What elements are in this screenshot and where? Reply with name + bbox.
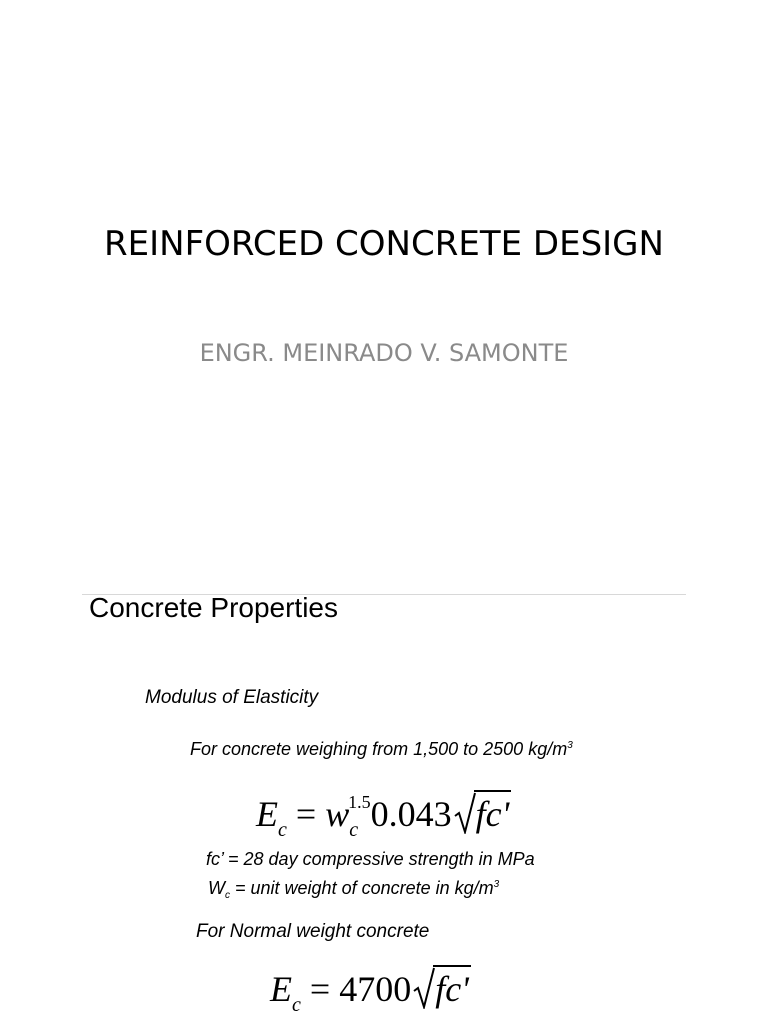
wc-text: = unit weight of concrete in kg/m: [230, 878, 494, 898]
weight-range-text: [190, 734, 573, 761]
formula1-radicand: fc': [474, 790, 512, 836]
formula1-coefficient: 0.043: [370, 794, 452, 834]
wc-letter: W: [208, 878, 225, 898]
modulus-formula-general: [256, 780, 511, 852]
weight-range-label: For concrete weighing from 1,500 to 2500 kg/m: [190, 739, 568, 759]
radical-sign-icon: [413, 967, 435, 1009]
wc-definition: [208, 873, 499, 908]
wc-sub: c: [225, 890, 230, 901]
formula1-w-exponent: 1.5: [348, 792, 371, 812]
formula2-radicand: fc': [433, 965, 471, 1011]
formula1-lhs: E: [256, 794, 278, 834]
formula2-lhs: E: [270, 969, 292, 1009]
formula1-lhs-sub: c: [278, 819, 287, 841]
slide-author: ENGR. MEINRADO V. SAMONTE: [199, 339, 569, 367]
formula2-coefficient: 4700: [339, 969, 412, 1009]
normal-weight-heading: For Normal weight concrete: [196, 921, 430, 942]
formula1-w-sub: c: [349, 819, 359, 841]
formula1-w: w: [325, 794, 350, 834]
formula2-radical: [413, 965, 471, 1011]
weight-range-exponent: 3: [567, 740, 573, 751]
radical-sign-icon: [454, 792, 476, 834]
formula2-lhs-sub: c: [292, 994, 301, 1016]
modulus-formula-normal: [270, 965, 471, 1027]
slide-title: REINFORCED CONCRETE DESIGN: [104, 224, 664, 264]
section-heading: Concrete Properties: [89, 592, 339, 623]
formula1-equals: =: [295, 794, 317, 834]
formula1-radical: [454, 790, 512, 836]
formula2-equals: =: [309, 969, 331, 1009]
fc-definition: fc’ = 28 day compressive strength in MPa: [206, 849, 535, 869]
wc-exponent: 3: [493, 879, 500, 890]
modulus-heading: Modulus of Elasticity: [145, 687, 319, 708]
